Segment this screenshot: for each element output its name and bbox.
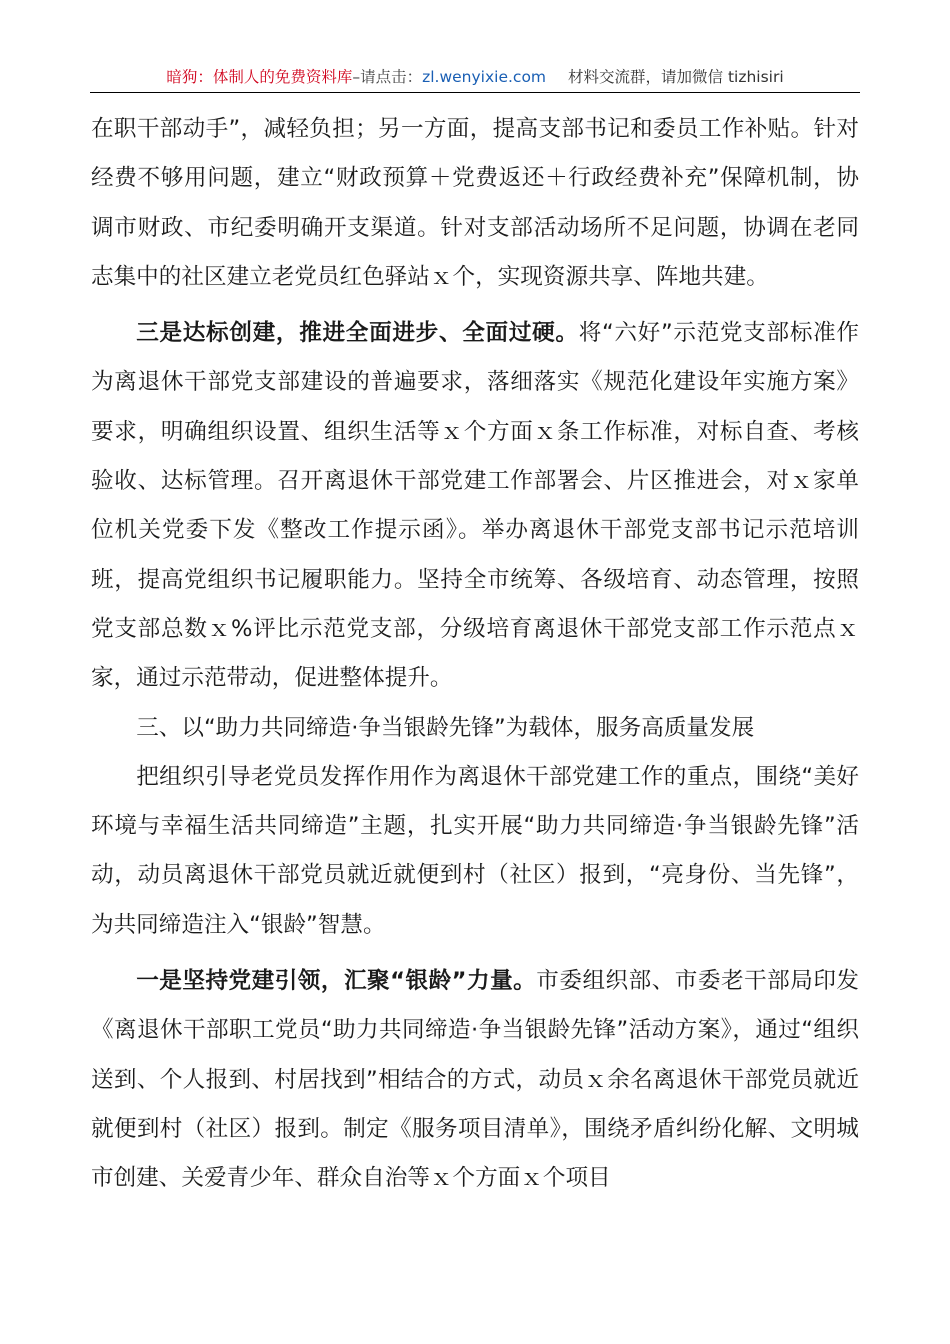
header-separator: –请点击： — [352, 68, 423, 86]
paragraph-1: 在职干部动手”，减轻负担；另一方面，提高支部书记和委员工作补贴。针对经费不够用问题，建立“财政预算＋党费返还＋行政经费补充”保障机制，协调市财政、市纪委明确开支渠道。针对支部活动场所不足问题，协调在老同志集中的社区建立老党员红色驿站ｘ个，实现资源共享、阵地共建。 — [91, 116, 859, 290]
paragraph-4 — [91, 957, 859, 1203]
page-header — [90, 62, 860, 93]
header-site-name: 暗狗：体制人的免费资料库 — [166, 68, 353, 86]
paragraph-4-lead: 一是坚持党建引领，汇聚“银龄”力量。 — [136, 968, 537, 995]
paragraph-3: 把组织引导老党员发挥作用作为离退休干部党建工作的重点，围绕“美好环境与幸福生活共同缔造”主题，扎实开展“助力共同缔造·争当银龄先锋”活动，动员离退休干部党员就近就便到村（社区）报到，“亮身份、当先锋”，为共同缔造注入“银龄”智慧。 — [91, 763, 859, 938]
paragraph-2-lead: 三是达标创建，推进全面进步、全面过硬。 — [136, 320, 579, 347]
header-url-link[interactable]: zl.wenyixie.com — [422, 68, 547, 86]
paragraph-4-text: 市委组织部、市委老干部局印发《离退休干部职工党员“助力共同缔造·争当银龄先锋”活动方案》，通过“组织送到、个人报到、村居找到”相结合的方式，动员ｘ余名离退休干部党员就近就便到村（社区）报到。制定《服务项目清单》，围绕矛盾纠纷化解、文明城市创建、关爱青少年、群众自治等ｘ个方面ｘ个项目 — [91, 968, 860, 1192]
paragraph-2-text: 将“六好”示范党支部标准作为离退休干部党支部建设的普遍要求，落细落实《规范化建设年实施方案》要求，明确组织设置、组织生活等ｘ个方面ｘ条工作标准，对标自查、考核验收、达标管理。召开离退休干部党建工作部署会、片区推进会，对ｘ家单位机关党委下发《整改工作提示函》。举办离退休干部党支部书记示范培训班，提高党组织书记履职能力。坚持全市统筹、各级培育、动态管理，按照党支部总数ｘ%评比示范党支部，分级培育离退休干部党支部工作示范点ｘ家，通过示范带动，促进整体提升。 — [91, 320, 859, 692]
section-heading-3: 三、以“助力共同缔造·争当银龄先锋”为载体，服务高质量发展 — [136, 714, 755, 741]
document-body — [91, 105, 859, 1204]
paragraph-2 — [91, 309, 859, 703]
header-contact: 材料交流群，请加微信 tizhisiri — [568, 68, 784, 86]
